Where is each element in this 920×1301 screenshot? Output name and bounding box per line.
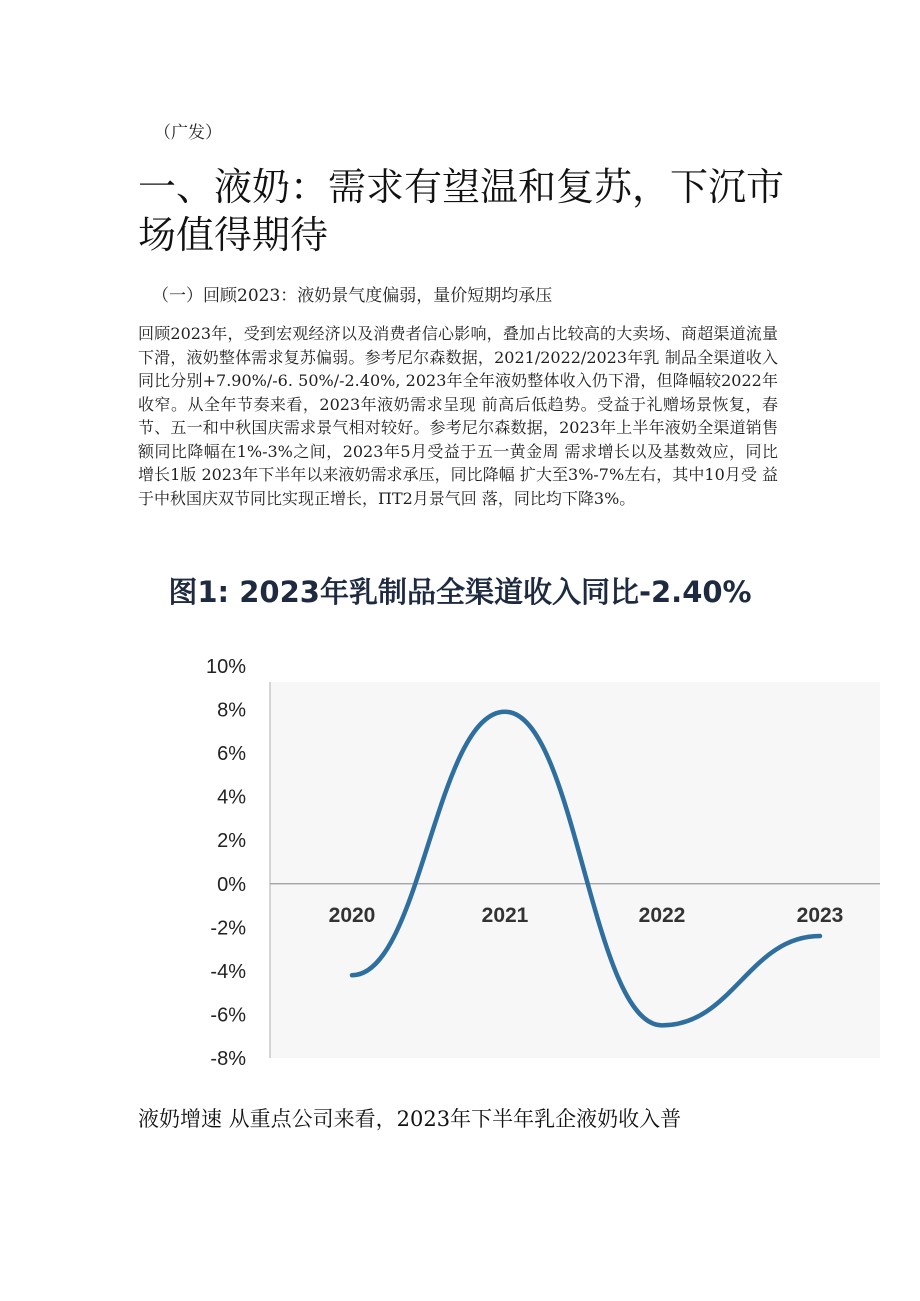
y-tick-label: -6% bbox=[210, 1004, 246, 1027]
x-tick-label: 2023 bbox=[796, 903, 844, 927]
x-tick-label: 2020 bbox=[328, 903, 376, 927]
y-tick-label: 0% bbox=[217, 873, 246, 896]
figure-title: 图1: 2023年乳制品全渠道收入同比-2.40% bbox=[168, 575, 752, 609]
x-tick-label: 2022 bbox=[638, 903, 686, 927]
subsection-heading: （一）回顾2023：液奶景气度偏弱，量价短期均承压 bbox=[152, 286, 553, 306]
plot-area bbox=[206, 656, 880, 1068]
section-heading: 一、液奶：需求有望温和复苏，下沉市场值得期待 bbox=[138, 165, 785, 257]
y-tick-label: 4% bbox=[217, 786, 246, 809]
y-tick-label: -4% bbox=[210, 960, 246, 983]
y-tick-label: 6% bbox=[217, 743, 246, 766]
plot-background bbox=[270, 682, 880, 1058]
y-tick-label: -2% bbox=[210, 917, 246, 940]
body-paragraph: 回顾2023年，受到宏观经济以及消费者信心影响，叠加占比较高的大卖场、商超渠道流量下滑，液奶整体需求复苏偏弱。参考尼尔森数据，2021/2022/2023年乳 制品全渠道收入同比分别+7.90%/-6. 50%/-2.40%, 2023年全年液奶整体收入仍下滑，但降幅较2022年收窄。从全年节奏来看，2023年液奶需求呈现 前高后低趋势。受益于礼赠场景恢复，春节、五一和中秋国庆需求景气相对较好。参考尼尔森数据，2023年上半年液奶全渠道销售额同比降幅在1%-3%之间，2023年5月受益于五一黄金周 需求增长以及基数效应，同比增长1版 2023年下半年以来液奶需求承压，同比降幅 扩大至3%-7%左右，其中10月受 益于中秋国庆双节同比实现正增长，ΠT2月景气回 落，同比均下降3%。 bbox=[138, 324, 778, 508]
y-tick-label: 2% bbox=[217, 830, 246, 853]
y-tick-label: 10% bbox=[205, 656, 246, 678]
y-tick-label: 8% bbox=[217, 699, 246, 722]
source-note: （广发） bbox=[154, 123, 222, 143]
bottom-text: 液奶增速 从重点公司来看，2023年下半年乳企液奶收入普 bbox=[138, 1107, 682, 1131]
y-tick-label: -8% bbox=[210, 1048, 246, 1068]
line-chart bbox=[190, 648, 890, 1068]
x-tick-label: 2021 bbox=[481, 903, 529, 927]
